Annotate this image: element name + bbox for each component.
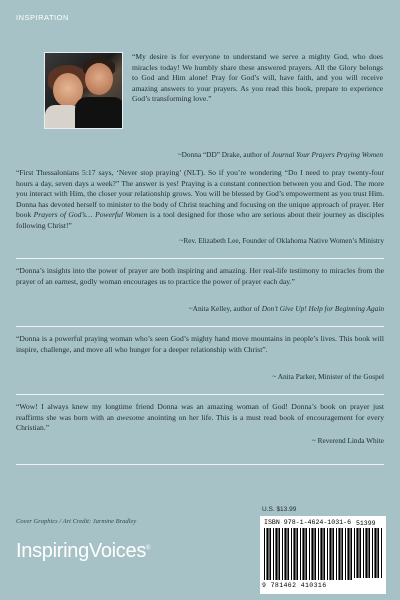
author-photo xyxy=(44,52,123,129)
barcode-bar xyxy=(264,528,265,580)
barcode-bar xyxy=(354,528,355,578)
barcode-bar xyxy=(296,528,298,580)
quote-1-text: “My desire is for everyone to understand we serve a mighty God, who does miracles today! We humbly share these answered prayers. All the Glory belongs to God and Him alone! Pray for God’s will, have faith, and you will receive amazing answers to your prayers. As you read this book, prepare to experience God’s transforming love.” xyxy=(132,52,383,104)
barcode-bar xyxy=(374,528,376,578)
publisher-logo: InspiringVoices® xyxy=(16,540,151,562)
barcode-bar xyxy=(282,528,283,580)
barcode-bar xyxy=(336,528,337,580)
barcode-bar xyxy=(300,528,301,580)
barcode-bar xyxy=(372,528,373,578)
ean-barcode xyxy=(264,528,352,580)
barcode-bar xyxy=(269,528,271,580)
quote-1-book: Journal Your Prayers Praying Women xyxy=(271,150,383,159)
barcode-bar xyxy=(363,528,364,578)
quote-3-text: “Donna’s insights into the power of prayer are both inspiring and amazing. Her real-life testimony to miracles from the prayer of an earnest, godly woman encourages us to practice the power of prayer each day.” xyxy=(16,266,384,286)
cover-credit: Cover Graphics / Art Credit: Jarmine Bradley xyxy=(16,518,137,525)
barcode-bar xyxy=(345,528,346,580)
barcode-bar xyxy=(338,528,340,580)
barcode-bar xyxy=(309,528,310,580)
barcode-bar xyxy=(359,528,361,578)
barcode-bar xyxy=(347,528,349,580)
barcode-box xyxy=(260,516,386,594)
quote-5-text: “Wow! I always knew my longtime friend Donna was an amazing woman of God! Donna’s book on prayer just reaffirms she was born with an awesome anointing on her life. This is a must read book of encouragement for every Christian.” xyxy=(16,402,384,433)
barcode-bar xyxy=(278,528,280,580)
supplement-barcode xyxy=(354,528,384,580)
barcode-bar xyxy=(320,528,322,580)
barcode-bar xyxy=(318,528,319,580)
barcode-bar xyxy=(284,528,286,580)
barcode-bar xyxy=(266,528,268,580)
divider xyxy=(16,464,384,465)
barcode-bar xyxy=(332,528,334,580)
barcode-bar xyxy=(365,528,367,578)
barcode-bar xyxy=(329,528,331,580)
isbn-text: ISBN 978-1-4624-1031-6 xyxy=(264,519,352,526)
barcode-bar xyxy=(341,528,343,580)
barcode-bar xyxy=(368,528,370,578)
barcode-bar xyxy=(377,528,379,578)
ean-number: 9 781462 410316 xyxy=(262,582,327,589)
divider xyxy=(16,394,384,395)
supplement-number: 51399 xyxy=(356,520,376,527)
quote-4-text: “Donna is a powerful praying woman who’s seen God’s mighty hand move mountains in people’s lives. This book will inspire, challenge, and move all who hunger for a deeper relationship with Christ”. xyxy=(16,334,384,354)
barcode-bar xyxy=(291,528,292,580)
category-label: INSPIRATION xyxy=(16,13,69,22)
barcode-bar xyxy=(311,528,313,580)
barcode-bar xyxy=(305,528,307,580)
quote-4-attribution: ~ Anita Parker, Minister of the Gospel xyxy=(272,372,384,381)
quote-2-text: “First Thessalonians 5:17 says, ‘Never stop praying’ (NLT). So if you’re wondering “Do I need to pray twenty-four hours a day, seven days a week?” The answer is yes! Praying is a constant connection between you and God. The more you interact with Him, the closer your relationship grows. You will be blessed by God’s empowerment as you trust Him. Donna has devoted herself to minister to the body of Christ teaching and focusing on the unique approach of prayer. Her book Prayers of God’s… Powerful Women is a tool designed for those who are serious about their journey as disciples following Christ!” xyxy=(16,168,384,230)
barcode-bar xyxy=(287,528,289,580)
barcode-bar xyxy=(356,528,358,578)
barcode-bar xyxy=(327,528,328,580)
barcode-bar xyxy=(381,528,382,578)
quote-1-attribution: ~Donna “DD” Drake, author of Journal Your Prayers Praying Women xyxy=(177,150,383,159)
barcode-bar xyxy=(323,528,325,580)
quote-3-attribution: ~Anita Kelley, author of Don’t Give Up! Help for Beginning Again xyxy=(188,304,384,313)
quote-3-book: Don’t Give Up! Help for Beginning Again xyxy=(261,304,384,313)
quote-5-emphasis: awesome xyxy=(116,412,145,422)
barcode-bar xyxy=(314,528,316,580)
quote-5-attribution: ~ Reverend Linda White xyxy=(311,436,384,445)
quote-2-attribution: ~Rev. Elizabeth Lee, Founder of Oklahoma Native Women’s Ministry xyxy=(179,236,384,245)
barcode-bar xyxy=(275,528,277,580)
barcode-bar xyxy=(293,528,295,580)
divider xyxy=(16,326,384,327)
divider xyxy=(16,258,384,259)
price-label: U.S. $13.99 xyxy=(262,506,297,513)
quote-2-book: Prayers of God’s… Powerful Women xyxy=(33,210,148,220)
barcode-bar xyxy=(273,528,274,580)
barcode-bar xyxy=(350,528,352,580)
barcode-bar xyxy=(302,528,304,580)
